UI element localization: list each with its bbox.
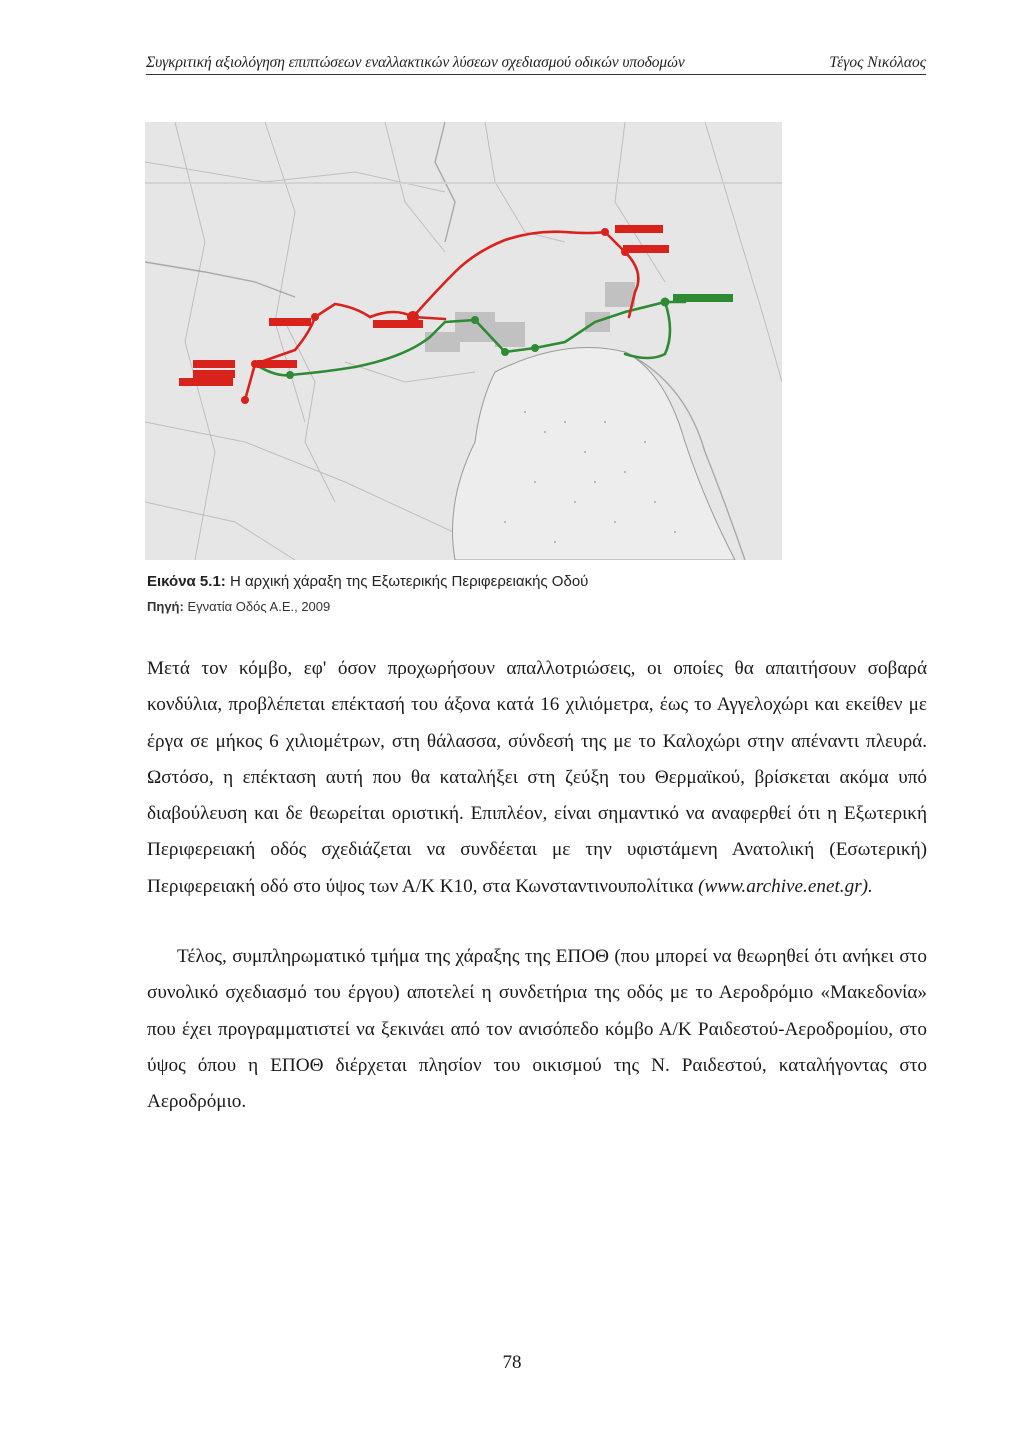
figure-caption [147,573,588,590]
figure-label: Εικόνα 5.1: [147,573,226,590]
source-text: Εγνατία Οδός Α.Ε., 2009 [183,599,331,614]
route-map-image [145,122,782,560]
paragraph-2: Τέλος, συμπληρωματικό τμήμα της χάραξης της ΕΠΟΘ (που μπορεί να θεωρηθεί ότι ανήκει στο συνολικό σχεδιασμό του έργου) αποτελεί η συνδετήρια της οδός με το Αεροδρόμιο «Μακεδονία» που έχει προγραμματιστεί να ξεκινάει από τον ανισόπεδο κόμβο Α/Κ Ραιδεστού-Αεροδρομίου, στο ύψος όπου η ΕΠΟΘ διέρχεται πλησίον του οικισμού της Ν. Ραιδεστού, καταλήγοντας στο Αεροδρόμιο. [147,946,927,1113]
source-label: Πηγή: [147,599,184,614]
paragraph-1 [147,651,927,905]
figure-caption-text: Η αρχική χάραξη της Εξωτερικής Περιφερειακής Οδού [225,573,589,590]
route-map-figure [145,122,782,560]
header-title: Συγκριτική αξιολόγηση επιπτώσεων εναλλακτικών λύσεων σχεδιασμού οδικών υποδομών [146,54,685,71]
page-number: 78 [502,1352,522,1373]
figure-source [147,599,330,614]
header-author: Τέγος Νικόλαος [829,54,926,71]
reference-link-text: (www.archive.enet.gr). [698,875,873,897]
running-header [146,52,926,75]
paragraph-1-text: Μετά τον κόμβο, εφ' όσον προχωρήσουν απαλλοτριώσεις, οι οποίες θα απαιτήσουν σοβαρά κονδύλια, προβλέπεται επέκτασή του άξονα κατά 16 χιλιόμετρα, έως το Αγγελοχώρι και εκείθεν με έργα σε μήκος 6 χιλιομέτρων, στη θάλασσα, σύνδεσή της με το Καλοχώρι στην απέναντι πλευρά. Ωστόσο, η επέκταση αυτή που θα καταλήξει στη ζεύξη του Θερμαϊκού, βρίσκεται ακόμα υπό διαβούλευση και δε θεωρείται οριστική. Επιπλέον, είναι σημαντικό να αναφερθεί ότι η Εξωτερική Περιφερειακή οδός σχεδιάζεται να συνδέεται με την υφιστάμενη Ανατολική (Εσωτερική) Περιφερειακή οδό στο ύψος των Α/Κ Κ10, στα Κωνσταντινουπολίτικα [147,658,927,897]
